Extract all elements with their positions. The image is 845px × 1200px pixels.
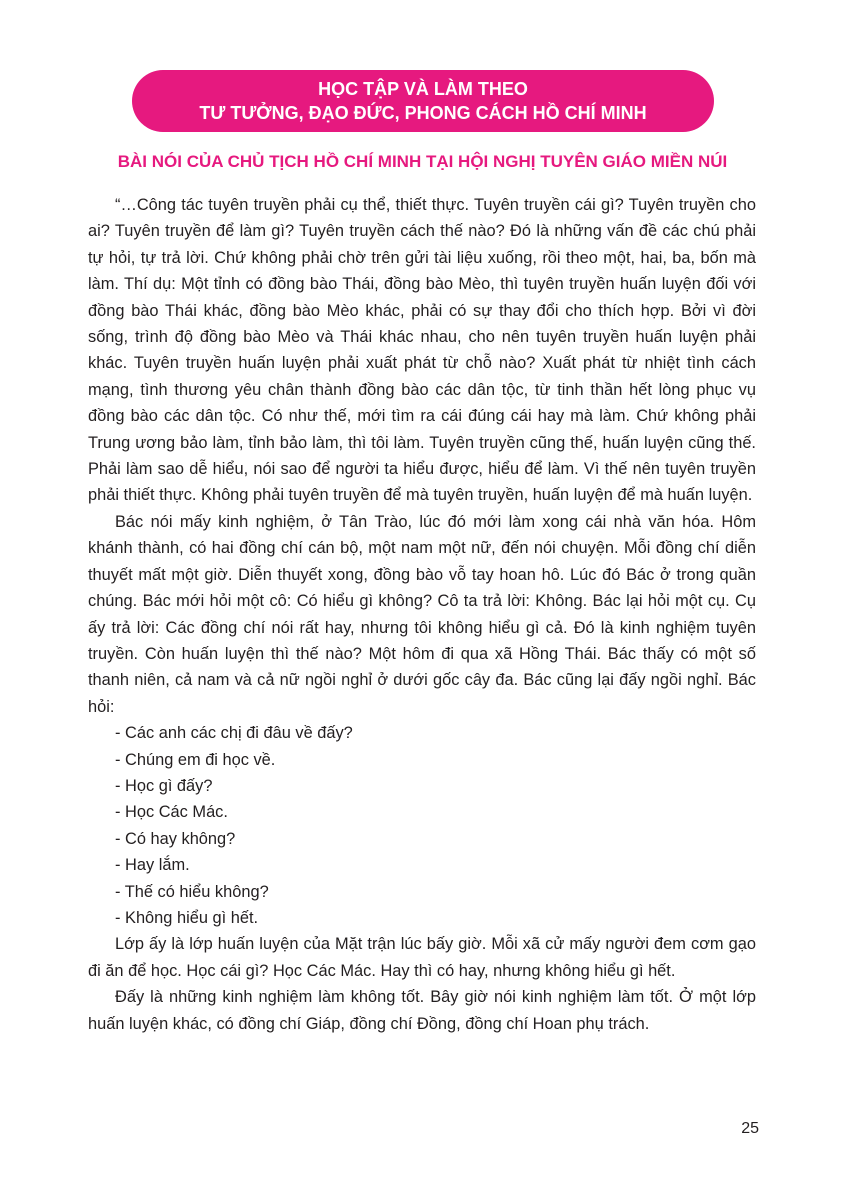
dialogue-line: - Hay lắm.	[115, 856, 190, 875]
dialogue-line: - Chúng em đi học về.	[115, 750, 276, 769]
banner-line-1: HỌC TẬP VÀ LÀM THEO	[318, 79, 528, 99]
article-body	[88, 192, 756, 1037]
section-banner	[132, 70, 714, 132]
dialogue-line: - Có hay không?	[115, 829, 236, 848]
article-title: BÀI NÓI CỦA CHỦ TỊCH HỒ CHÍ MINH TẠI HỘI NGHỊ TUYÊN GIÁO MIỀN NÚI	[117, 152, 728, 171]
page-number: 25	[741, 1120, 759, 1137]
banner-line-2: TƯ TƯỞNG, ĐẠO ĐỨC, PHONG CÁCH HỒ CHÍ MINH	[199, 103, 647, 123]
paragraph: Đấy là những kinh nghiệm làm không tốt. Bây giờ nói kinh nghiệm làm tốt. Ở một lớp huấn luyện khác, có đồng chí Giáp, đồng chí Đồng, đồng chí Hoan phụ trách.	[88, 988, 756, 1033]
paragraph: Bác nói mấy kinh nghiệm, ở Tân Trào, lúc đó mới làm xong cái nhà văn hóa. Hôm khánh thành, có hai đồng chí cán bộ, một nam một nữ, đến nói chuyện. Mỗi đồng chí diễn thuyết mất một giờ. Diễn thuyết xong, đồng bào vỗ tay hoan hô. Lúc đó Bác ở trong quần chúng. Bác mới hỏi một cô: Có hiểu gì không? Cô ta trả lời: Không. Bác lại hỏi một cụ. Cụ ấy trả lời: Các đồng chí nói rất hay, nhưng tôi không hiểu gì cả. Đó là kinh nghiệm tuyên truyền. Còn huấn luyện thì thế nào? Một hôm đi qua xã Hồng Thái. Bác thấy có một số thanh niên, cả nam và cả nữ ngồi nghỉ ở dưới gốc cây đa. Bác cũng lại đấy ngồi nghỉ. Bác hỏi:	[88, 512, 756, 716]
dialogue-line: - Các anh các chị đi đâu về đấy?	[115, 724, 353, 743]
paragraph: “…Công tác tuyên truyền phải cụ thể, thiết thực. Tuyên truyền cái gì? Tuyên truyền cho ai? Tuyên truyền để làm gì? Tuyên truyền cách thế nào? Đó là những vấn đề các chú phải tự hỏi, tự trả lời. Chứ không phải chờ trên gửi tài liệu xuống, rồi theo một, hai, ba, bốn mà làm. Thí dụ: Một tỉnh có đồng bào Thái, đồng bào Mèo, thì tuyên truyền huấn luyện đối với đồng bào Thái khác, đồng bào Mèo khác, phải có sự thay đổi cho thích hợp. Bởi vì đời sống, trình độ đồng bào Mèo và Thái khác nhau, cho nên tuyên truyền huấn luyện phải khác. Tuyên truyền huấn luyện phải xuất phát từ chỗ nào? Xuất phát từ nhiệt tình cách mạng, tình thương yêu chân thành đồng bào các dân tộc, từ tinh thần hết lòng phục vụ đồng bào các dân tộc. Có như thế, mới tìm ra cái đúng cái hay mà làm. Chứ không phải Trung ương bảo làm, tỉnh bảo làm, thì tôi làm. Tuyên truyền cũng thế, huấn luyện cũng thế. Phải làm sao dễ hiểu, nói sao để người ta hiểu được, hiểu để làm. Vì thế nên tuyên truyền phải thiết thực. Không phải tuyên truyền để mà tuyên truyền, huấn luyện để mà huấn luyện.	[88, 196, 756, 505]
dialogue-line: - Học gì đấy?	[115, 776, 213, 795]
dialogue-line: - Học Các Mác.	[115, 803, 228, 822]
dialogue-line: - Thế có hiểu không?	[115, 882, 269, 901]
dialogue-line: - Không hiểu gì hết.	[115, 908, 259, 927]
paragraph: Lớp ấy là lớp huấn luyện của Mặt trận lúc bấy giờ. Mỗi xã cử mấy người đem cơm gạo đi ăn để học. Học cái gì? Học Các Mác. Hay thì có hay, nhưng không hiểu gì hết.	[88, 935, 756, 980]
